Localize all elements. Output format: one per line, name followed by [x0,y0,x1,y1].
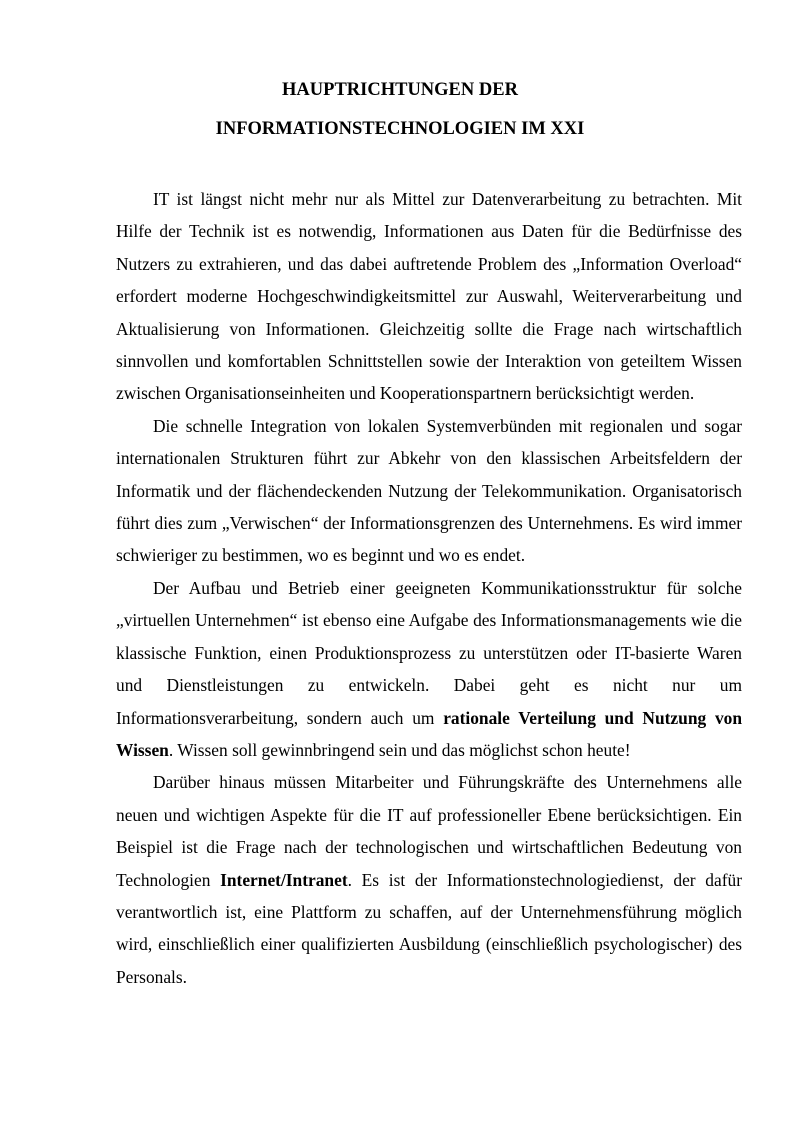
title-line-1: HAUPTRICHTUNGEN DER [282,80,518,100]
paragraph-3-bold-phrase: rationale Verteilung und Nutzung von Wissen [116,707,743,760]
body-text [116,183,742,993]
paragraph-3-text-start: Der Aufbau und Betrieb einer geeigneten Kommunikationsstruktur für solche „virtuellen Unternehmen“ ist ebenso eine Aufgabe des Informationsmanagements wie die klassische Funktion, einen Produktionsprozess zu unterstützen oder IT-basierte Waren und Dienstleistungen zu entwickeln. Dabei geht es nicht nur um Informationsverarbeitung, sondern auch um [116,577,742,728]
paragraph-3 [116,572,742,766]
paragraph-1: IT ist längst nicht mehr nur als Mittel zur Datenverarbeitung zu betrachten. Mit Hilfe der Technik ist es notwendig, Informationen aus Daten für die Bedürfnisse des Nutzers zu extrahieren, und das dabei auftretende Problem des „Information Overload“ erfordert moderne Hochgeschwindigkeitsmittel zur Auswahl, Weiterverarbeitung und Aktualisierung von Informationen. Gleichzeitig sollte die Frage nach wirtschaftlich sinnvollen und komfortablen Schnittstellen sowie der Interaktion von geteiltem Wissen zwischen Organisationseinheiten und Kooperationspartnern berücksichtigt werden. [116,189,742,404]
paragraph-4-text-end: . Es ist der Informationstechnologiedienst, der dafür verantwortlich ist, eine Plattform zu schaffen, auf der Unternehmensführung möglich wird, einschließlich einer qualifizierten Ausbildung (einschließlich psychologischer) des Personals. [116,869,742,987]
title-line-2: INFORMATIONSTECHNOLOGIEN IM XXI [215,119,585,139]
paragraph-2: Die schnelle Integration von lokalen Systemverbünden mit regionalen und sogar internationalen Strukturen führt zur Abkehr von den klassischen Arbeitsfeldern der Informatik und der flächendeckenden Nutzung der Telekommunikation. Organisatorisch führt dies zum „Verwischen“ der Informationsgrenzen des Unternehmens. Es wird immer schwieriger zu bestimmen, wo es beginnt und wo es endet. [116,415,742,566]
paragraph-4-bold-phrase: Internet/Intranet [220,869,348,890]
paragraph-4 [116,766,742,993]
paragraph-4-text-start: Darüber hinaus müssen Mitarbeiter und Führungskräfte des Unternehmens alle neuen und wichtigen Aspekte für die IT auf professioneller Ebene berücksichtigen. Ein Beispiel ist die Frage nach der technologischen und wirtschaftlichen Bedeutung von Technologien [116,772,742,890]
paragraph-3-text-end: . Wissen soll gewinnbringend sein und das möglichst schon heute! [168,739,631,760]
